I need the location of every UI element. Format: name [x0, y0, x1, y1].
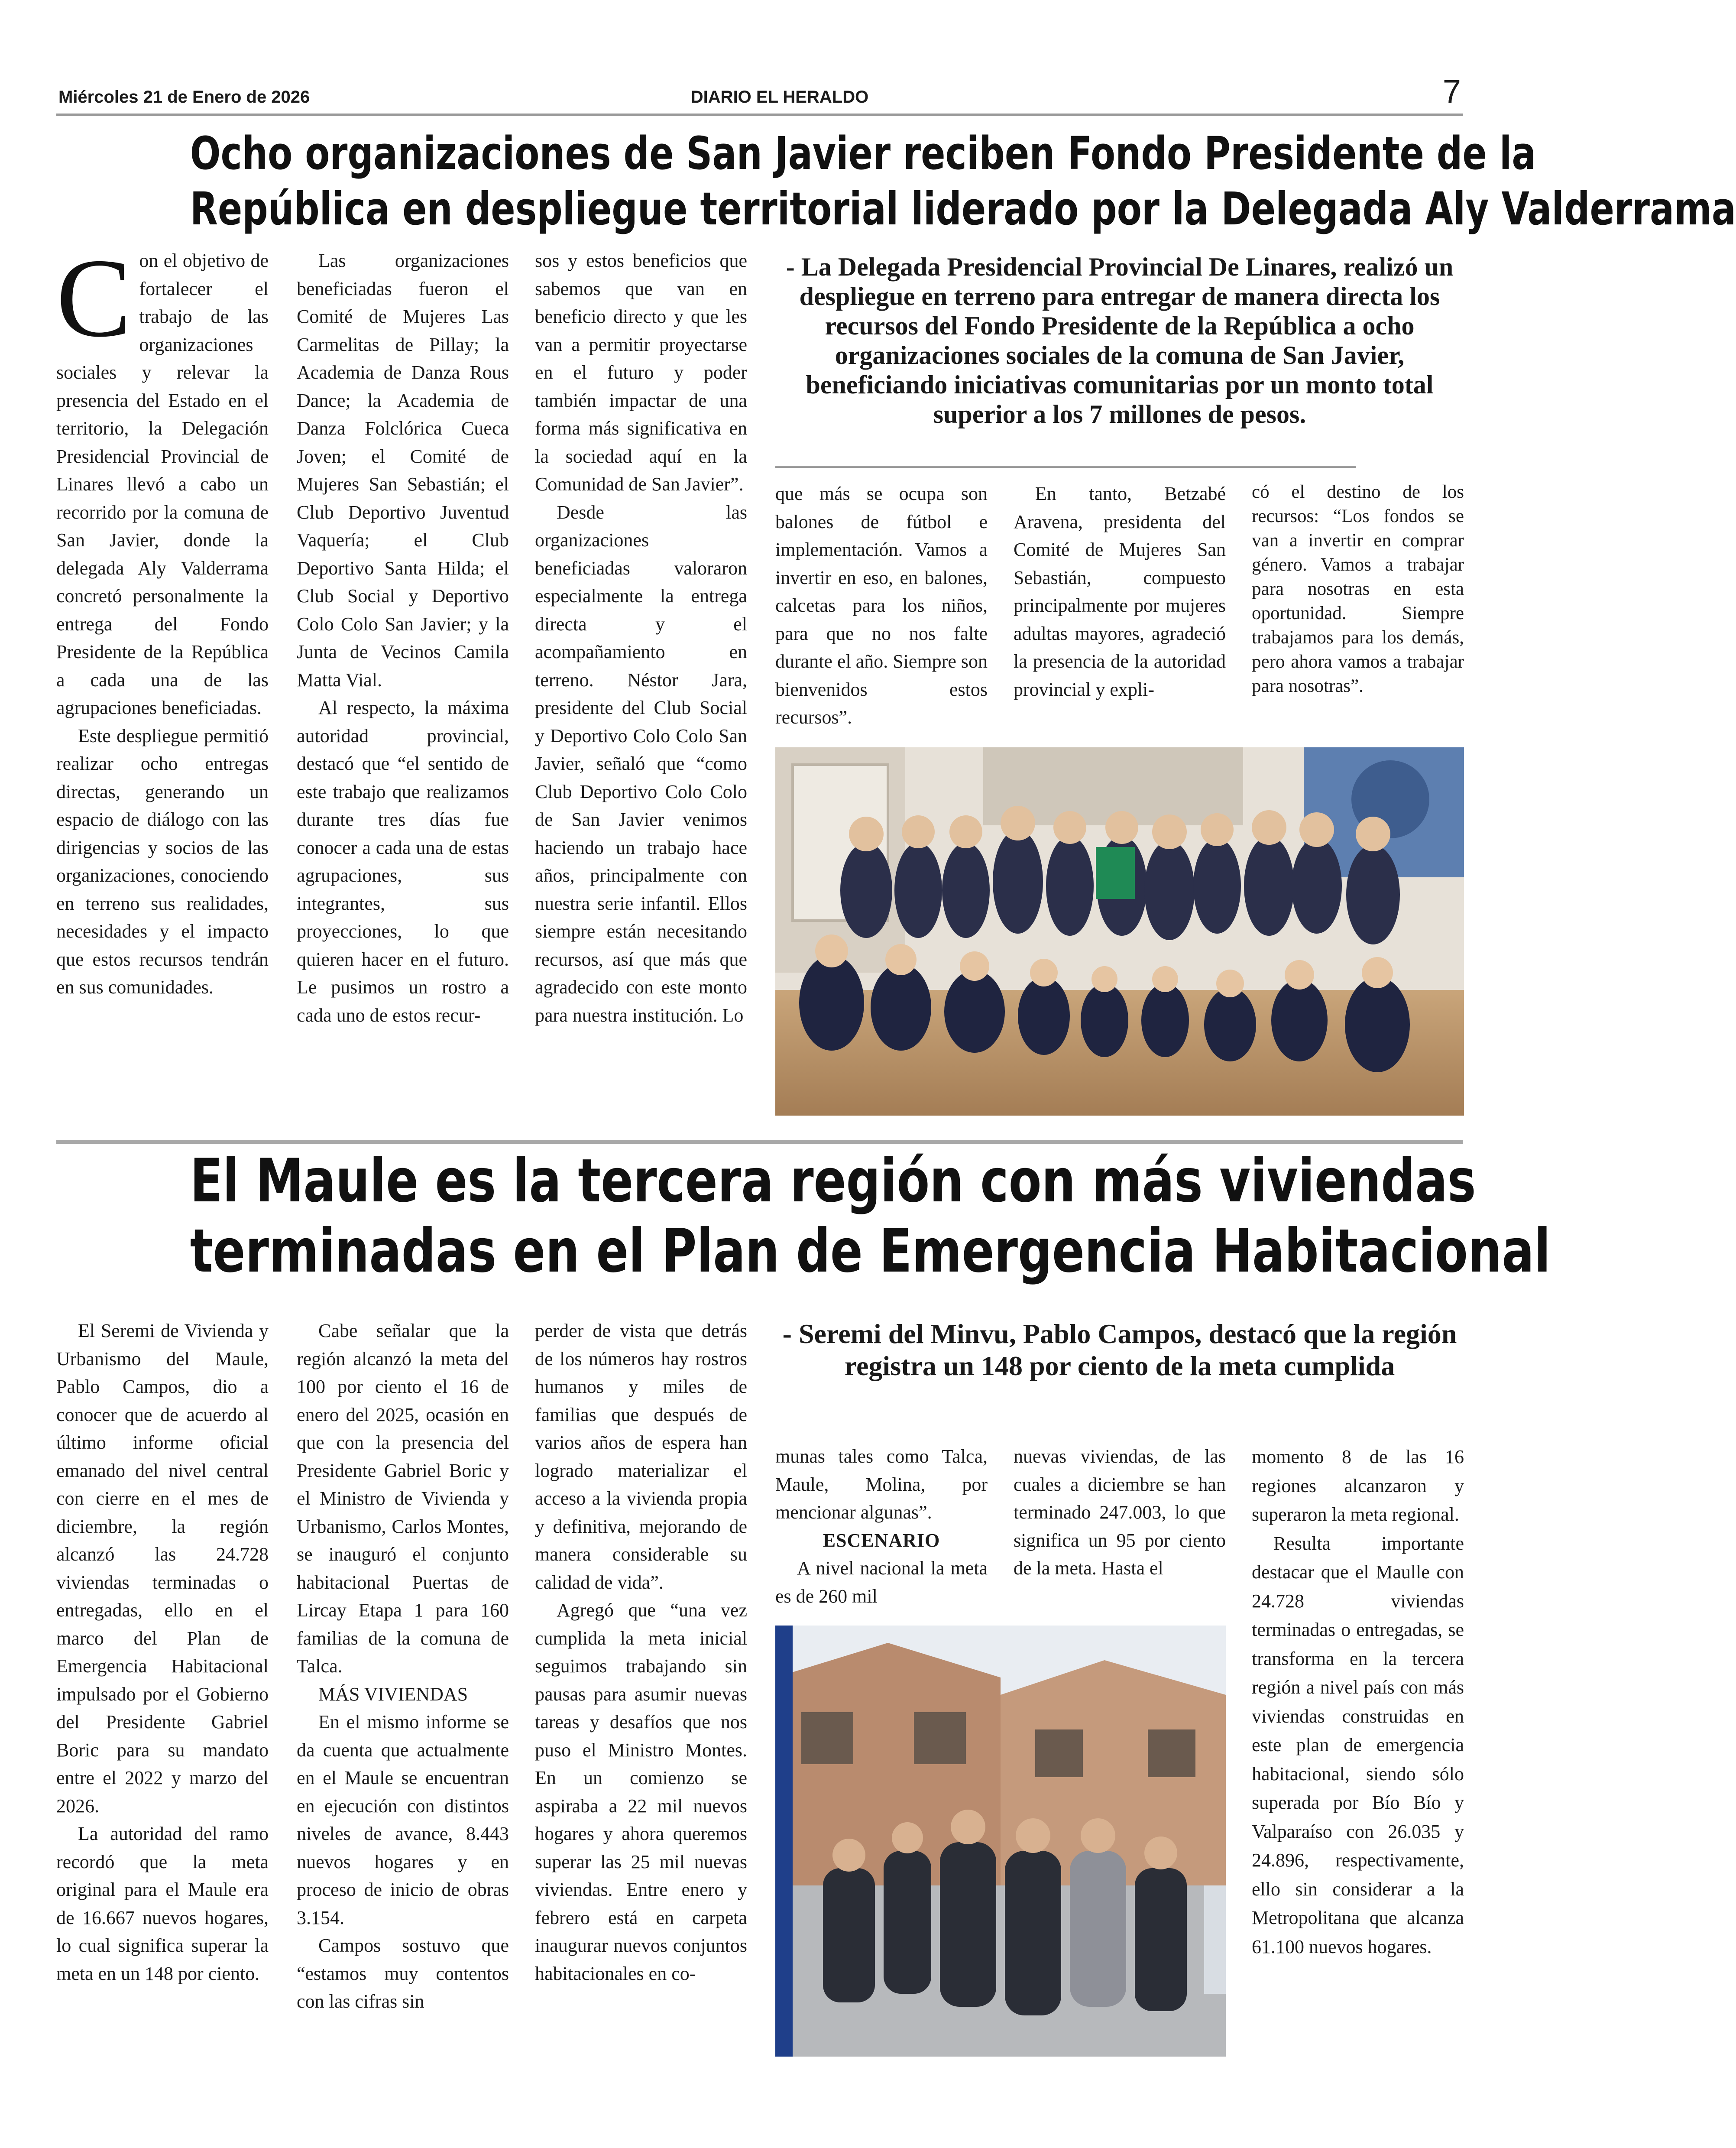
article1-column-6 — [1252, 480, 1464, 698]
housing-photo — [775, 1626, 1226, 2057]
article2-paragraph: La autoridad del ramo recordó que la meta original para el Maule era de 16.667 nuevos hogares, lo cual significa superar la meta en un 148 por ciento. — [56, 1823, 269, 1984]
article2-paragraph: A nivel nacional la meta es de 260 mil — [775, 1557, 988, 1607]
section-divider — [56, 1140, 1463, 1144]
drop-cap: C — [56, 236, 132, 360]
article2-paragraph: El Seremi de Vivienda y Urbanismo del Maule, Pablo Campos, dio a conocer que de acuerdo al último informe oficial emanado del nivel central con cierre en el mes de diciembre, la región alcanzó las 24.728 viviendas terminadas o entregadas, ello en el marco del Plan de Emergencia Habitacional impulsado por el Gobierno del Presidente Gabriel Boric para su mandato entre el 2022 y marzo del 2026. — [56, 1320, 269, 1817]
article1-column-4 — [775, 480, 988, 732]
article1-paragraph: Este despliegue permitió realizar ocho entregas directas, generando un espacio de diálogo con las dirigencias y socios de las organizaciones, conociendo en terreno sus realidades, necesidades y el impacto que estos recursos tendrán en sus comunidades. — [56, 725, 269, 998]
article1-paragraph: En tanto, Betzabé Aravena, presidenta del Comité de Mujeres San Sebastián, compuesto principalmente por mujeres adultas mayores, agradeció la presencia de la autoridad provincial y expli- — [1014, 483, 1226, 700]
article2-column-6 — [1252, 1443, 1464, 1961]
article2-paragraph: Campos sostuvo que “estamos muy contentos con las cifras sin — [297, 1935, 509, 2012]
article1-paragraph: Las organizaciones beneficiadas fueron el Comité de Mujeres Las Carmelitas de Pillay; la Academia de Danza Rous Dance; la Academia de Danza Folclórica Cueca Joven; el Comité de Mujeres San Sebastián; el Club Deportivo Juventud Vaquería; el Club Deportivo Santa Hilda; el Club Social y Deportivo Colo Colo San Javier; y la Junta de Vecinos Camila Matta Vial. — [297, 250, 509, 691]
article1-paragraph: sos y estos beneficios que sabemos que van en beneficio directo y que les van a permitir proyectarse en el futuro y poder también impactar de una forma más significativa en la sociedad aquí en la Comunidad de San Javier”. — [535, 250, 747, 495]
issue-date: Miércoles 21 de Enero de 2026 — [58, 88, 310, 107]
article2-column-1 — [56, 1317, 269, 1988]
article1-lead: - La Delegada Presidencial Provincial De Linares, realizó un despliegue en terreno para entregar de manera directa los recursos del Fondo Presidente de la República a ocho organizaciones sociales de la comuna de San Javier, beneficiando iniciativas comunitarias por un monto total superior a los 7 millones de pesos. — [786, 253, 1454, 428]
article1-paragraph: on el objetivo de fortalecer el trabajo de las organizaciones sociales y relevar la presencia del Estado en el territorio, la Delegación Presidencial Provincial de Linares llevó a cabo un recorrido por la comuna de San Javier, donde la delegada Aly Valderrama concretó personalmente la entrega del Fondo Presidente de la República a cada una de las agrupaciones beneficiadas. — [56, 250, 269, 718]
article1-paragraph: que más se ocupa son balones de fútbol e implementación. Vamos a invertir en eso, en balones, calcetas para los niños, para que no nos falte durante el año. Siempre son bienvenidos estos recursos”. — [775, 483, 988, 728]
article2-column-4 — [775, 1443, 988, 1610]
article1-headline-line2: República en despliegue territorial liderado por la Delegada Aly Valderrama — [190, 182, 1736, 235]
group-photo-illustration — [775, 747, 1464, 1116]
article2-paragraph: Agregó que “una vez cumplida la meta inicial seguimos trabajando sin pausas para asumir nuevas tareas y desafíos que nos puso el Ministro Montes. En un comienzo se aspiraba a 22 mil nuevos hogares y ahora queremos superar las 25 mil nuevas viviendas. Entre enero y febrero está en carpeta inaugurar nuevos conjuntos habitacionales en co- — [535, 1600, 747, 1984]
article1-headline-line1: Ocho organizaciones de San Javier reciben Fondo Presidente de la — [190, 127, 1536, 180]
article1-column-1 — [56, 236, 269, 1002]
article2-paragraph: En el mismo informe se da cuenta que actualmente en el Maule se encuentran en ejecución con distintos niveles de avance, 8.443 nuevos hogares y en proceso de inicio de obras 3.154. — [297, 1711, 509, 1928]
header-rule — [56, 114, 1463, 116]
page-number: 7 — [1442, 73, 1461, 110]
article1-paragraph: có el destino de los recursos: “Los fondos se van a invertir en comprar género. Vamos a trabajar para nosotras en esta oportunidad. Siempre trabajamos para los demás, pero ahora vamos a trabajar para nosotras”. — [1252, 482, 1464, 696]
lead-rule — [775, 466, 1356, 468]
article2-paragraph: Resulta importante destacar que el Maulle con 24.728 viviendas terminadas o entregadas, se transforma en la tercera región a nivel país con más viviendas construidas en este plan de emergencia habitacional, siendo sólo superada por Bío Bío y Valparaíso con 26.035 y 24.896, respectivamente, ello sin considerar a la Metropolitana que alcanza 61.100 nuevos hogares. — [1252, 1532, 1464, 1957]
article1-column-5 — [1014, 480, 1226, 704]
article2-column-5 — [1014, 1443, 1226, 1583]
article2-headline-line1: El Maule es la tercera región con más viviendas — [190, 1146, 1476, 1216]
article1-column-2 — [297, 247, 509, 1029]
article2-column-2 — [297, 1317, 509, 2016]
article1-paragraph: Al respecto, la máxima autoridad provincial, destacó que “el sentido de este trabajo que realizamos durante tres días fue conocer a cada una de estas agrupaciones, sus integrantes, sus proyecciones, lo que quieren hacer en el futuro. Le pusimos un rostro a cada uno de estos recur- — [297, 697, 509, 1026]
article1-column-3 — [535, 247, 747, 1029]
article1-paragraph: Desde las organizaciones beneficiadas valoraron especialmente la entrega directa y el acompañamiento en terreno. Néstor Jara, presidente del Club Social y Deportivo Colo Colo San Javier, señaló que “como Club Deportivo Colo Colo de San Javier venimos haciendo un trabajo hace años, principalmente con nuestra serie infantil. Ellos siempre están necesitando recursos, así que más que agradecido con este monto para nuestra institución. Lo — [535, 501, 747, 1026]
subheading-escenario: ESCENARIO — [823, 1529, 940, 1551]
article2-paragraph: momento 8 de las 16 regiones alcanzaron y superaron la meta regional. — [1252, 1446, 1464, 1525]
subheading-mas-viviendas: MÁS VIVIENDAS — [318, 1683, 468, 1705]
article2-column-3 — [535, 1317, 747, 1988]
article2-headline-line2: terminadas en el Plan de Emergencia Habitacional — [190, 1216, 1551, 1286]
article2-lead: - Seremi del Minvu, Pablo Campos, destacó que la región registra un 148 por ciento de la meta cumplida — [782, 1318, 1457, 1381]
article1-headline — [190, 126, 1736, 237]
newspaper-name: DIARIO EL HERALDO — [690, 88, 869, 107]
article2-paragraph: munas tales como Talca, Maule, Molina, por mencionar algunas”. — [775, 1446, 988, 1523]
article2-headline — [190, 1146, 1551, 1286]
article2-paragraph: Cabe señalar que la región alcanzó la meta del 100 por ciento el 16 de enero del 2025, ocasión en que con la presencia del Presidente Gabriel Boric y el Ministro de Vivienda y Urbanismo, Carlos Montes, se inauguró el conjunto habitacional Puertas de Lircay Etapa 1 para 160 familias de la comuna de Talca. — [297, 1320, 509, 1677]
article2-paragraph: perder de vista que detrás de los números hay rostros humanos y miles de familias que después de varios años de espera han logrado materializar el acceso a la vivienda propia y definitiva, mejorando de manera considerable su calidad de vida”. — [535, 1320, 747, 1593]
group-photo — [775, 747, 1464, 1116]
article2-paragraph: nuevas viviendas, de las cuales a diciembre se han terminado 247.003, lo que significa un 95 por ciento de la meta. Hasta el — [1014, 1446, 1226, 1579]
housing-photo-illustration — [775, 1626, 1226, 2057]
